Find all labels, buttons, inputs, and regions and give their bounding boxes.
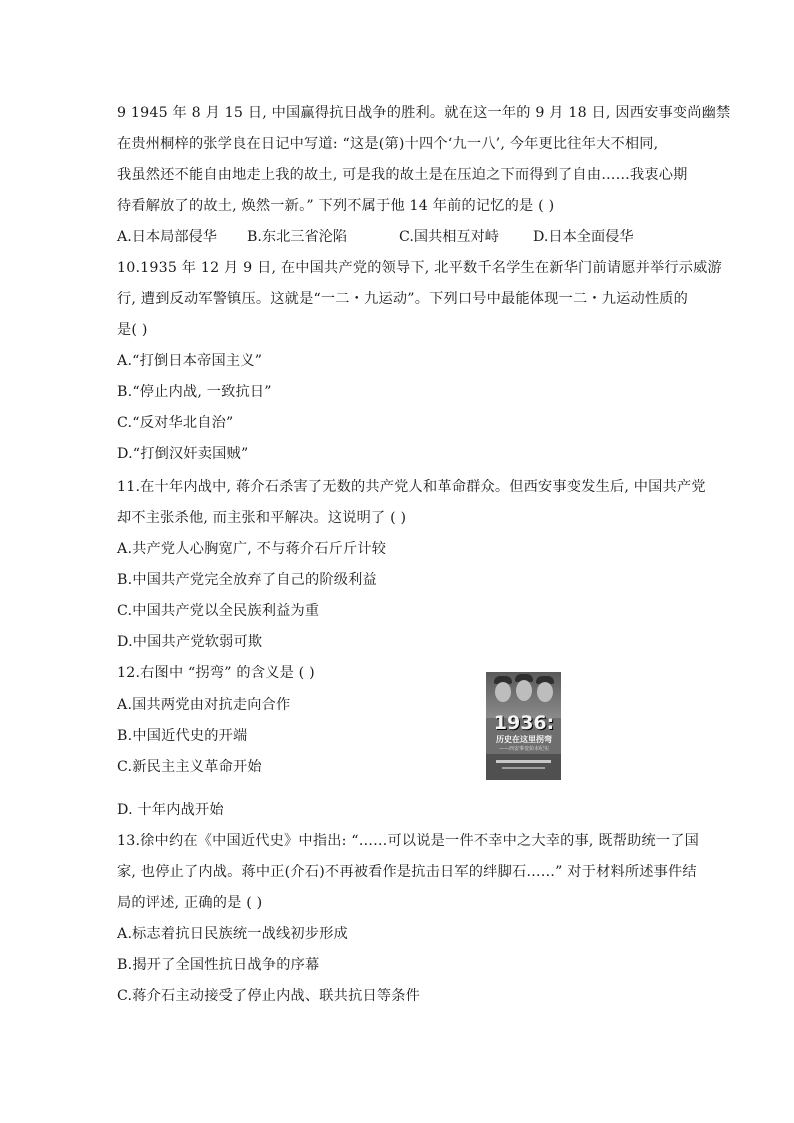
q9-option-a[interactable]: A.日本局部侵华 [117, 229, 217, 245]
q11-line-2: 却不主张杀他, 而主张和平解决。这说明了 ( ) [117, 510, 407, 526]
q12-option-c[interactable]: C.新民主主义革命开始 [117, 759, 262, 775]
q11-option-c[interactable]: C.中国共产党以全民族利益为重 [117, 603, 320, 619]
q13-option-b[interactable]: B.揭开了全国性抗日战争的序幕 [117, 957, 320, 973]
q13-line-2: 家, 也停止了内战。蒋中正(介石)不再被看作是抗击日军的绊脚石……” 对于材料所述事件结 [117, 864, 697, 880]
q10-option-a[interactable]: A.“打倒日本帝国主义” [117, 353, 263, 369]
q11-option-a[interactable]: A.共产党人心胸宽广, 不与蒋介石斤斤计较 [117, 541, 387, 557]
q13-option-c[interactable]: C.蒋介石主动接受了停止内战、联共抗日等条件 [117, 988, 421, 1004]
q12-option-a[interactable]: A.国共两党由对抗走向合作 [117, 697, 291, 713]
q9-line-2: 在贵州桐梓的张学良在日记中写道: “这是(第)十四个‘九一八’, 今年更比往年大不相同, [117, 136, 659, 152]
q11-option-b[interactable]: B.中国共产党完全放弃了自己的阶级利益 [117, 572, 377, 588]
q13-line-1: 13.徐中约在《中国近代史》中指出: “……可以说是一件不幸中之大幸的事, 既帮助统一了国 [117, 833, 700, 849]
q9-line-3: 我虽然还不能自由地走上我的故土, 可是我的故土是在压迫之下而得到了自由……我衷心期 [117, 167, 688, 183]
q11-line-1: 11.在十年内战中, 蒋介石杀害了无数的共产党人和革命群众。但西安事变发生后, 中国共产党 [117, 479, 706, 495]
q9-line-1: 9 1945 年 8 月 15 日, 中国赢得抗日战争的胜利。就在这一年的 9 月 18 日, 因西安事变尚幽禁 [117, 105, 731, 121]
figure-face-center [516, 680, 532, 701]
cover-author-bar [496, 760, 551, 763]
figure-face-left [495, 682, 511, 702]
cover-publisher-bar [502, 767, 545, 769]
q10-line-3: 是( ) [117, 322, 148, 338]
q11-option-d[interactable]: D.中国共产党软弱可欺 [117, 634, 263, 650]
q12-stem: 12.右图中 “拐弯” 的含义是 ( ) [117, 665, 315, 681]
figure-face-right [537, 682, 553, 702]
q10-line-2: 行, 遭到反动军警镇压。这就是“一二・九运动”。下列口号中最能体现一二・九运动性质的 [117, 291, 689, 307]
q10-line-1: 10.1935 年 12 月 9 日, 在中国共产党的领导下, 北平数千名学生在新华门前请愿并举行示威游 [117, 260, 722, 276]
q9-option-d[interactable]: D.日本全面侵华 [533, 229, 634, 245]
q13-line-3: 局的评述, 正确的是 ( ) [117, 895, 263, 911]
cover-year: 1936: [493, 712, 555, 734]
q9-option-c[interactable]: C.国共相互对峙 [399, 229, 499, 245]
q13-option-a[interactable]: A.标志着抗日民族统一战线初步形成 [117, 926, 348, 942]
q12-option-d[interactable]: D. 十年内战开始 [117, 802, 224, 818]
book-cover-image [486, 672, 561, 780]
q10-option-b[interactable]: B.“停止内战, 一致抗日” [117, 384, 272, 400]
q10-option-d[interactable]: D.“打倒汉奸卖国贼” [117, 446, 249, 462]
cover-subtitle: 历史在这里拐弯 [496, 735, 552, 744]
q9-option-b[interactable]: B.东北三省沦陷 [247, 229, 348, 245]
q9-line-4: 待看解放了的故土, 焕然一新。” 下列不属于他 14 年前的记忆的是 ( ) [117, 198, 555, 214]
cover-tagline: ——西安事变始末纪实 [498, 746, 549, 752]
q10-option-c[interactable]: C.“反对华北自治” [117, 415, 234, 431]
q12-option-b[interactable]: B.中国近代史的开端 [117, 728, 248, 744]
